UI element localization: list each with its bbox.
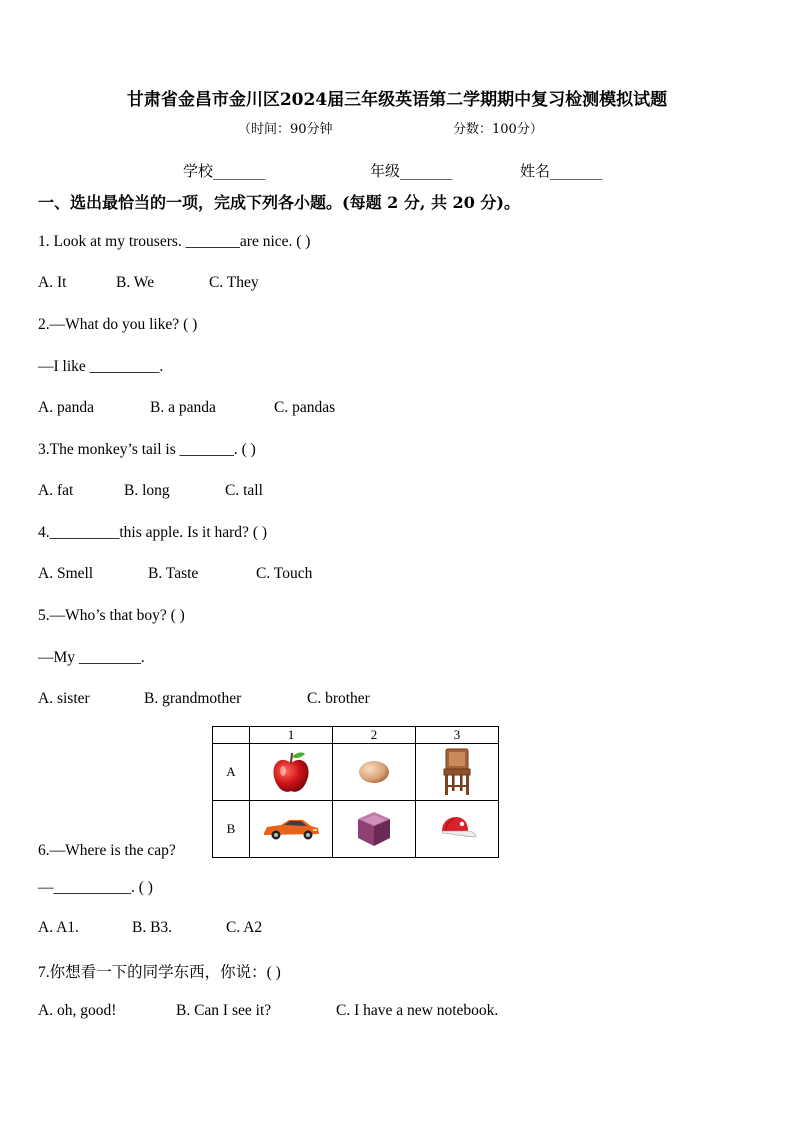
grade-field: 年级_______ <box>370 162 453 180</box>
name-field: 姓名_______ <box>520 162 603 180</box>
question-3: 3.The monkey’s tail is _______. ( ) <box>38 441 256 458</box>
grid-row-label: A <box>213 744 250 801</box>
option-c: C. Touch <box>256 565 313 582</box>
question-6-answer: —__________. ( ) <box>38 879 153 896</box>
question-2: 2.—What do you like? ( ) <box>38 316 198 333</box>
grid-cell-a1 <box>250 744 333 801</box>
option-b: B. grandmother <box>144 690 242 707</box>
page-title: 甘肃省金昌市金川区2024届三年级英语第二学期期中复习检测模拟试题 <box>126 90 668 110</box>
section-heading: 一、选出最恰当的一项，完成下列各小题。(每题 2 分, 共 20 分)。 <box>38 193 520 212</box>
grid-row-a <box>213 744 499 801</box>
egg-icon <box>357 758 391 786</box>
option-b: B. We <box>116 274 155 291</box>
option-a: A. A1. <box>38 919 79 936</box>
option-c: C. A2 <box>226 919 263 936</box>
option-b: B. B3. <box>132 919 173 936</box>
exam-score: 分数：100分） <box>453 122 543 137</box>
chair-icon <box>441 747 473 797</box>
grid-header-row <box>213 727 499 744</box>
question-1: 1. Look at my trousers. _______are nice. ( ) <box>38 233 311 250</box>
option-b: B. Can I see it? <box>176 1002 272 1019</box>
grid-cell-b1 <box>250 801 333 858</box>
grid-cell-b2 <box>333 801 416 858</box>
option-a: A. panda <box>38 399 94 416</box>
option-a: A. fat <box>38 482 74 499</box>
grid-row-label: B <box>213 801 250 858</box>
picture-grid <box>212 726 499 858</box>
school-field: 学校_______ <box>183 162 266 180</box>
option-a: A. sister <box>38 690 90 707</box>
car-icon <box>261 817 321 841</box>
grid-col-header: 2 <box>333 727 416 744</box>
option-a: A. Smell <box>38 565 94 582</box>
option-b: B. Taste <box>148 565 199 582</box>
apple-icon <box>271 749 311 795</box>
exam-time: （时间：90分钟 <box>238 122 333 137</box>
option-c: C. They <box>209 274 259 291</box>
option-a: A. oh, good! <box>38 1002 117 1019</box>
question-7: 7.你想看一下的同学东西，你说：( ) <box>38 964 281 981</box>
grid-row-b <box>213 801 499 858</box>
option-c: C. I have a new notebook. <box>336 1002 499 1019</box>
grid-corner <box>213 727 250 744</box>
option-c: C. tall <box>225 482 263 499</box>
question-5-answer: —My ________. <box>38 649 145 666</box>
option-b: B. long <box>124 482 170 499</box>
question-5: 5.—Who’s that boy? ( ) <box>38 607 185 624</box>
question-2-answer: —I like _________. <box>38 358 164 375</box>
grid-cell-a3 <box>416 744 499 801</box>
question-4: 4._________this apple. Is it hard? ( ) <box>38 524 268 541</box>
grid-col-header: 3 <box>416 727 499 744</box>
option-b: B. a panda <box>150 399 216 416</box>
option-a: A. It <box>38 274 67 291</box>
option-c: C. brother <box>307 690 370 707</box>
question-6: 6.—Where is the cap? <box>38 842 176 859</box>
grid-col-header: 1 <box>250 727 333 744</box>
option-c: C. pandas <box>274 399 336 416</box>
grid-cell-b3 <box>416 801 499 858</box>
gift-box-icon <box>354 809 394 849</box>
grid-cell-a2 <box>333 744 416 801</box>
cap-icon <box>436 815 478 843</box>
